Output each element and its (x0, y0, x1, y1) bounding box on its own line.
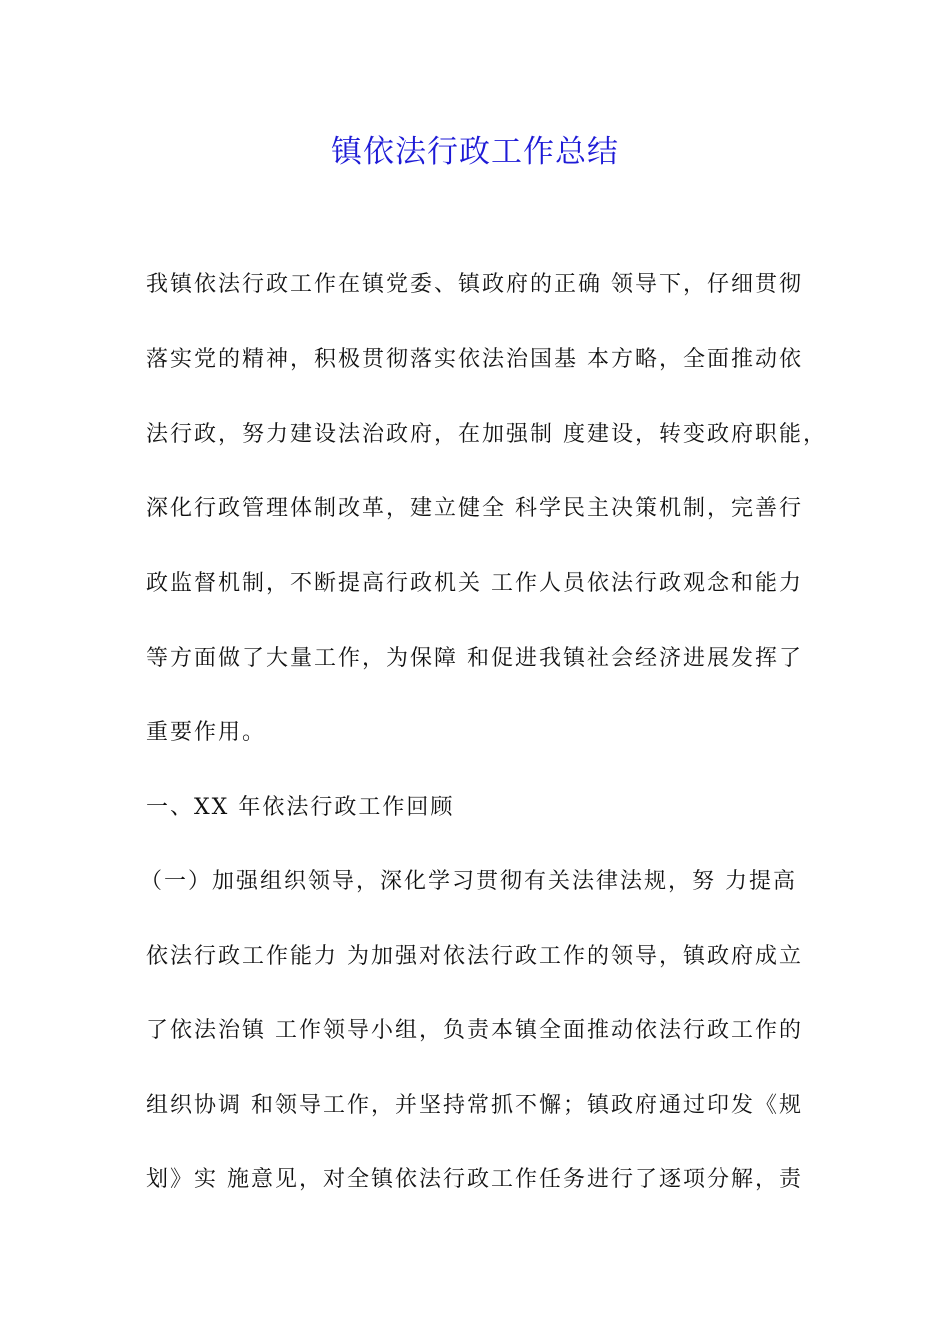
section-heading: 一、XX 年依法行政工作回顾 (146, 795, 455, 820)
body-line-6: 等方面做了大量工作，为保障 和促进我镇社会经济进展发挥了 (146, 646, 803, 671)
body-line-5: 政监督机制，不断提高行政机关 工作人员依法行政观念和能力 (146, 571, 803, 596)
subsection-line-4: 组织协调 和领导工作，并坚持常抓不懈；镇政府通过印发《规 (146, 1093, 803, 1118)
subsection-line-5: 划》实 施意见，对全镇依法行政工作任务进行了逐项分解，责 (146, 1167, 803, 1192)
document-title: 镇依法行政工作总结 (331, 134, 619, 170)
body-line-3: 法行政，努力建设法治政府，在加强制 度建设，转变政府职能， (146, 422, 827, 447)
body-line-4: 深化行政管理体制改革，建立健全 科学民主决策机制，完善行 (146, 496, 803, 521)
body-line-2: 落实党的精神，积极贯彻落实依法治国基 本方略，全面推动依 (146, 347, 803, 372)
body-line-7: 重要作用。 (146, 720, 267, 745)
subsection-line-1: （一）加强组织领导，深化学习贯彻有关法律法规，努 力提高 (140, 869, 797, 894)
body-line-1: 我镇依法行政工作在镇党委、镇政府的正确 领导下，仔细贯彻 (146, 272, 803, 297)
subsection-line-2: 依法行政工作能力 为加强对依法行政工作的领导，镇政府成立 (146, 944, 803, 969)
subsection-line-3: 了依法治镇 工作领导小组，负责本镇全面推动依法行政工作的 (146, 1018, 803, 1043)
